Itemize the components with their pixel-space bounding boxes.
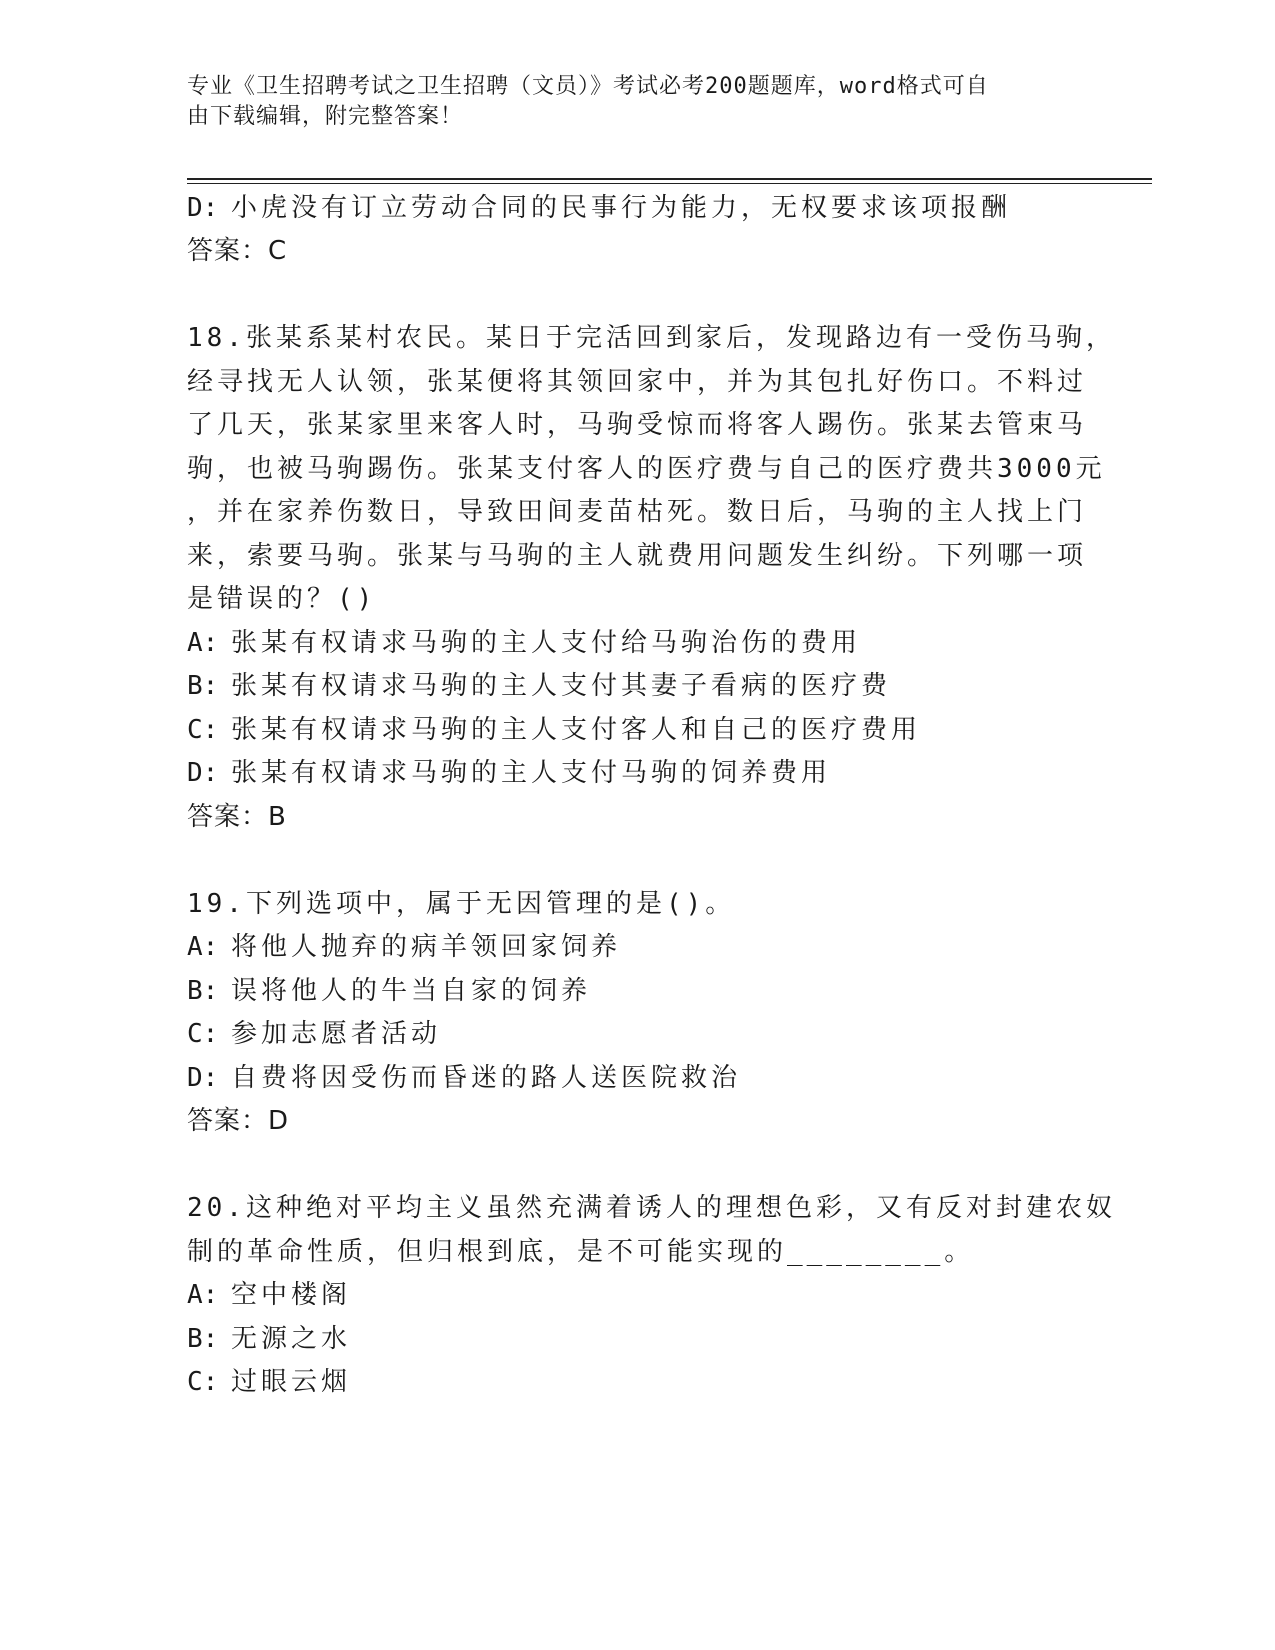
q19-answer: 答案：D [187, 1106, 290, 1136]
q18-option-c [187, 708, 921, 752]
option-text: 误将他人的牛当自家的饲养 [231, 976, 592, 1006]
q18-stem-line: 经寻找无人认领，张某便将其领回家中，并为其包扎好伤口。不料过 [187, 367, 1088, 397]
option-letter: A: [187, 628, 219, 658]
option-letter: C: [187, 1367, 219, 1397]
option-letter: D: [187, 758, 219, 788]
q19-option-c [187, 1012, 441, 1056]
document-header [187, 72, 1067, 132]
q18-option-d [187, 751, 831, 795]
option-letter: A: [187, 932, 219, 962]
q19-option-a [187, 925, 621, 969]
header-title-line-2: 由下载编辑，附完整答案！ [187, 104, 464, 129]
option-letter: B: [187, 976, 219, 1006]
option-letter: B: [187, 1324, 219, 1354]
q20-stem-line: 制的革命性质，但归根到底，是不可能实现的________。 [187, 1237, 975, 1267]
option-letter: B: [187, 671, 219, 701]
option-text: 参加志愿者活动 [231, 1019, 442, 1049]
q20-stem-line: 20.这种绝对平均主义虽然充满着诱人的理想色彩，又有反对封建农奴 [187, 1193, 1116, 1223]
q18-stem-line: 驹，也被马驹踢伤。张某支付客人的医疗费与自己的医疗费共3000元 [187, 454, 1106, 484]
option-text: 将他人抛弃的病羊领回家饲养 [231, 932, 622, 962]
option-text: 张某有权请求马驹的主人支付客人和自己的医疗费用 [231, 715, 922, 745]
q18-answer: 答案：B [187, 802, 287, 832]
header-divider [187, 178, 1152, 184]
q18-stem-line: 是错误的？() [187, 584, 377, 614]
option-text: 张某有权请求马驹的主人支付马驹的饲养费用 [231, 758, 832, 788]
option-letter: D: [187, 193, 219, 223]
q19-option-d [187, 1056, 741, 1100]
option-letter: C: [187, 1019, 219, 1049]
q19-option-b [187, 969, 591, 1013]
q18-stem-line: ，并在家养伤数日，导致田间麦苗枯死。数日后，马驹的主人找上门 [187, 497, 1088, 527]
q18-stem-line: 来，索要马驹。张某与马驹的主人就费用问题发生纠纷。下列哪一项 [187, 541, 1088, 571]
q18-stem-line: 18.张某系某村农民。某日于完活回到家后，发现路边有一受伤马驹， [187, 323, 1116, 353]
option-letter: A: [187, 1280, 219, 1310]
q18-option-b [187, 664, 891, 708]
option-text: 张某有权请求马驹的主人支付给马驹治伤的费用 [231, 628, 862, 658]
option-letter: C: [187, 715, 219, 745]
option-letter: D: [187, 1063, 219, 1093]
option-text: 自费将因受伤而昏迷的路人送医院救治 [231, 1063, 742, 1093]
prev-option-d [187, 186, 1011, 230]
q19-stem: 19.下列选项中，属于无因管理的是()。 [187, 889, 736, 919]
q20-option-a [187, 1273, 351, 1317]
header-title-line-1: 专业《卫生招聘考试之卫生招聘（文员）》考试必考200题题库，word格式可自 [187, 74, 989, 99]
q20-option-b [187, 1317, 351, 1361]
q18-stem-line: 了几天，张某家里来客人时，马驹受惊而将客人踢伤。张某去管束马 [187, 410, 1088, 440]
option-text: 无源之水 [231, 1324, 352, 1354]
q20-option-c [187, 1360, 351, 1404]
option-text: 小虎没有订立劳动合同的民事行为能力，无权要求该项报酬 [231, 193, 1012, 223]
option-text: 空中楼阁 [231, 1280, 352, 1310]
option-text: 过眼云烟 [231, 1367, 352, 1397]
prev-answer: 答案：C [187, 236, 288, 266]
q18-option-a [187, 621, 861, 665]
option-text: 张某有权请求马驹的主人支付其妻子看病的医疗费 [231, 671, 892, 701]
